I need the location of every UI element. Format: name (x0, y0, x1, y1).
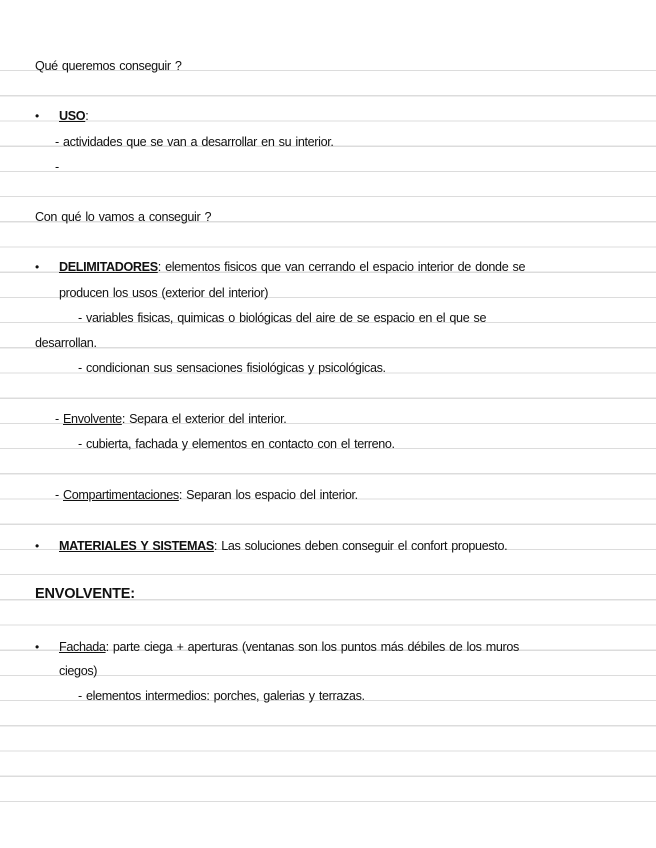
uso-colon: : (85, 109, 89, 123)
delimitadores-label: DELIMITADORES (59, 260, 158, 274)
question-how: Con qué lo vamos a conseguir ? (35, 210, 212, 224)
delimitadores-sub-1: - variables fisicas, quimicas o biológicas del aire de se espacio en el que se (78, 311, 487, 325)
fachada-sub: - elementos intermedios: porches, galerias y terrazas. (78, 689, 365, 703)
delimitadores-text: : elementos fisicos que van cerrando el espacio interior de donde se (157, 260, 526, 274)
bullet-icon: • (35, 260, 40, 274)
compartimentaciones-text: : Separan los espacio del interior. (178, 488, 358, 502)
materiales-label: MATERIALES Y SISTEMAS (59, 539, 214, 553)
uso-description: - actividades que se van a desarrollar en su interior. (55, 135, 334, 149)
envolvente-text: : Separa el exterior del interior. (121, 412, 287, 426)
envolvente-item (55, 411, 286, 427)
fachada-label: Fachada (59, 640, 106, 654)
compartimentaciones-dash: - (55, 488, 63, 502)
envolvente-label: Envolvente (63, 412, 122, 426)
fachada-item (59, 639, 519, 655)
bullet-icon: • (35, 640, 40, 654)
materiales-text: : Las soluciones deben conseguir el confort propuesto. (213, 539, 508, 553)
fachada-text-2: ciegos) (59, 664, 98, 678)
section-heading: ENVOLVENTE: (35, 586, 135, 602)
compartimentaciones-label: Compartimentaciones (63, 488, 179, 502)
uso-empty-dash: - (55, 160, 59, 174)
bullet-icon: • (35, 539, 40, 553)
materiales-item (59, 538, 507, 554)
delimitadores-item (59, 259, 525, 275)
fachada-text: : parte ciega + aperturas (ventanas son los puntos más débiles de los muros (105, 640, 519, 654)
delimitadores-text-2: producen los usos (exterior del interior) (59, 286, 269, 300)
uso-label: USO (59, 109, 86, 123)
bullet-icon: • (35, 109, 40, 123)
envolvente-sub: - cubierta, fachada y elementos en contacto con el terreno. (78, 437, 395, 451)
uso-item (59, 108, 88, 124)
delimitadores-sub-1-cont: desarrollan. (35, 336, 97, 350)
envolvente-dash: - (55, 412, 63, 426)
compartimentaciones-item (55, 487, 358, 503)
question-what: Qué queremos conseguir ? (35, 59, 182, 73)
delimitadores-sub-2: - condicionan sus sensaciones fisiológicas y psicológicas. (78, 361, 386, 375)
